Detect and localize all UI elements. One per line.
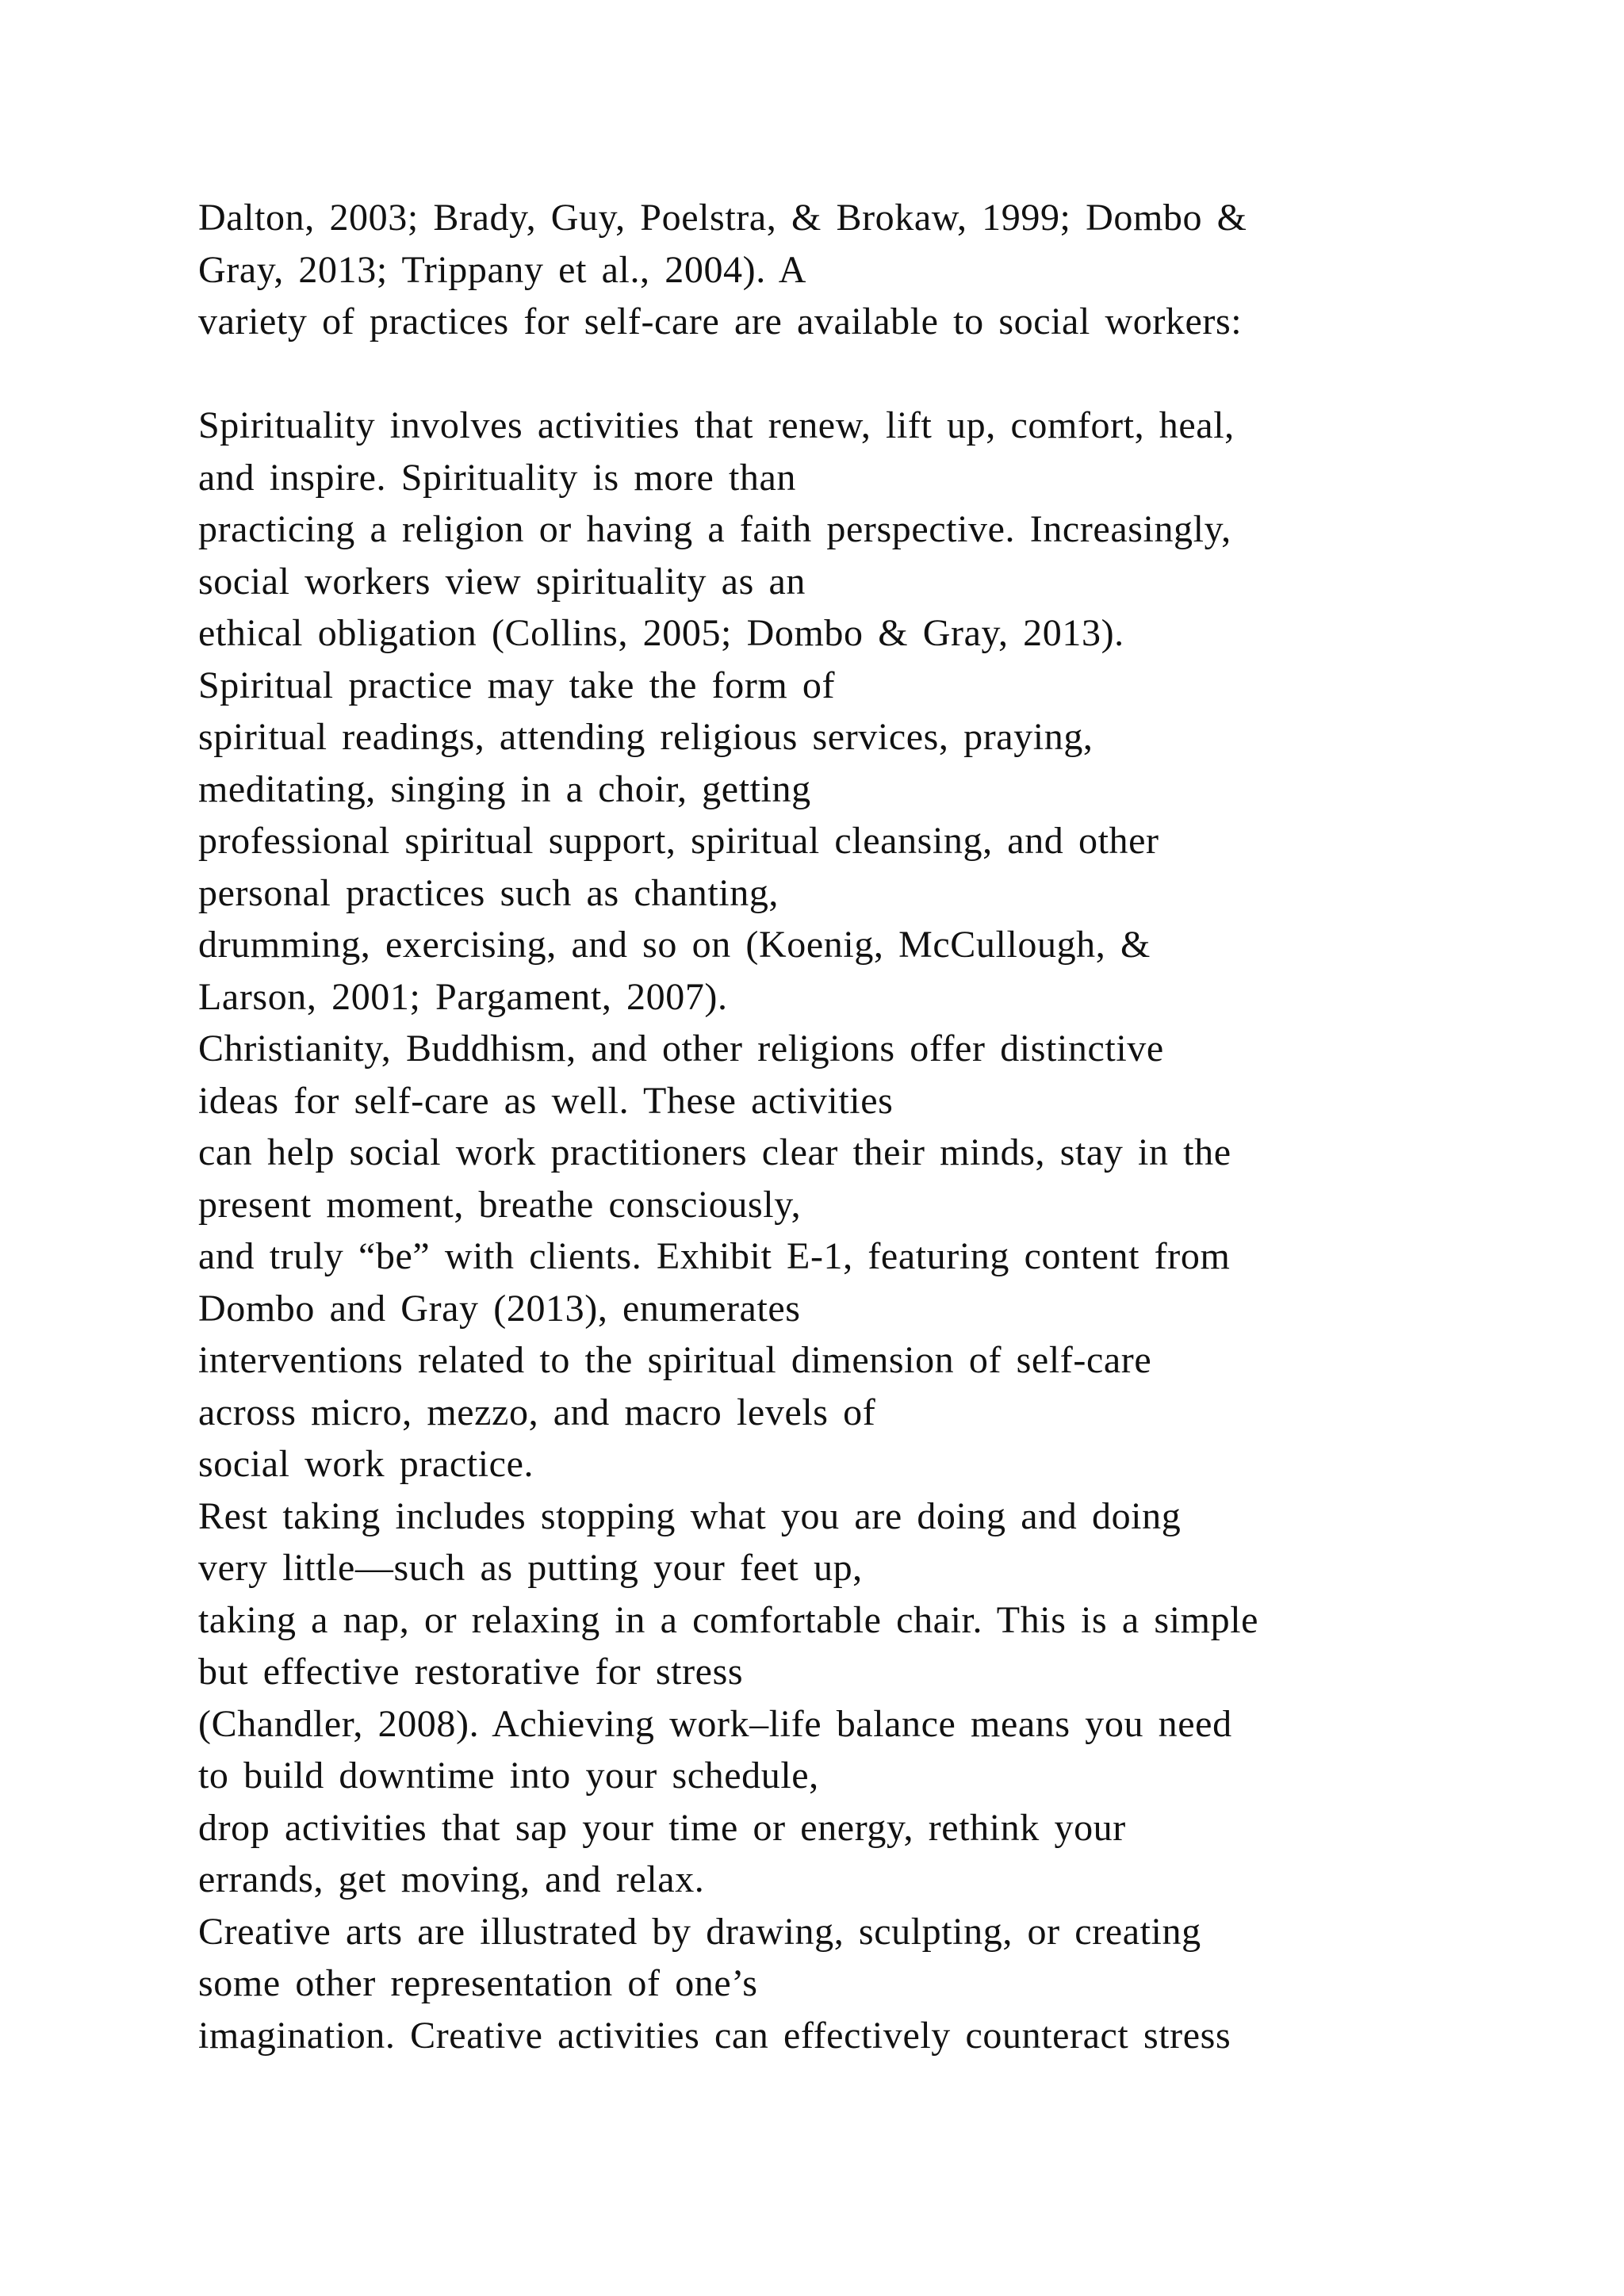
text-line: very little—such as putting your feet up, xyxy=(198,1547,863,1589)
text-line: Rest taking includes stopping what you are doing and doing xyxy=(198,1494,1182,1537)
text-line: ideas for self-care as well. These activities xyxy=(198,1079,894,1122)
text-line: drumming, exercising, and so on (Koenig, McCullough, & xyxy=(198,924,1151,966)
text-line: Spiritual practice may take the form of xyxy=(198,664,836,706)
text-line: present moment, breathe consciously, xyxy=(198,1183,802,1226)
text-line: and inspire. Spirituality is more than xyxy=(198,456,797,499)
text-line: spiritual readings, attending religious services, praying, xyxy=(198,716,1094,758)
text-line: social workers view spirituality as an xyxy=(198,560,806,603)
text-line: (Chandler, 2008). Achieving work–life balance means you need xyxy=(198,1702,1232,1745)
text-line: drop activities that sap your time or energy, rethink your xyxy=(198,1806,1126,1849)
text-line: Gray, 2013; Trippany et al., 2004). A xyxy=(198,248,807,291)
text-line: practicing a religion or having a faith perspective. Increasingly, xyxy=(198,508,1231,550)
body-text xyxy=(198,192,1435,2061)
text-line: variety of practices for self-care are available to social workers: xyxy=(198,300,1243,342)
text-line: Dombo and Gray (2013), enumerates xyxy=(198,1287,801,1330)
text-line: social work practice. xyxy=(198,1443,534,1485)
text-line: to build downtime into your schedule, xyxy=(198,1755,819,1797)
text-line: errands, get moving, and relax. xyxy=(198,1858,705,1900)
text-line: meditating, singing in a choir, getting xyxy=(198,767,811,810)
text-line: some other representation of one’s xyxy=(198,1962,758,2004)
text-line: and truly “be” with clients. Exhibit E-1, featuring content from xyxy=(198,1235,1231,1277)
blank-line xyxy=(198,348,1435,400)
text-line: Christianity, Buddhism, and other religions offer distinctive xyxy=(198,1027,1164,1070)
text-line: across micro, mezzo, and macro levels of xyxy=(198,1391,876,1433)
text-line: but effective restorative for stress xyxy=(198,1651,744,1693)
text-line: Larson, 2001; Pargament, 2007). xyxy=(198,975,728,1018)
text-line: Dalton, 2003; Brady, Guy, Poelstra, & Brokaw, 1999; Dombo & xyxy=(198,197,1247,239)
text-line: Creative arts are illustrated by drawing, sculpting, or creating xyxy=(198,1910,1201,1953)
text-line: professional spiritual support, spiritual cleansing, and other xyxy=(198,820,1159,862)
text-line: taking a nap, or relaxing in a comfortable chair. This is a simple xyxy=(198,1598,1259,1641)
text-line: imagination. Creative activities can effectively counteract stress xyxy=(198,2014,1231,2057)
text-line: ethical obligation (Collins, 2005; Dombo & Gray, 2013). xyxy=(198,612,1124,654)
text-line: interventions related to the spiritual dimension of self-care xyxy=(198,1339,1152,1381)
text-line: personal practices such as chanting, xyxy=(198,871,779,914)
text-line: Spirituality involves activities that renew, lift up, comfort, heal, xyxy=(198,404,1235,446)
text-line: can help social work practitioners clear their minds, stay in the xyxy=(198,1131,1231,1173)
